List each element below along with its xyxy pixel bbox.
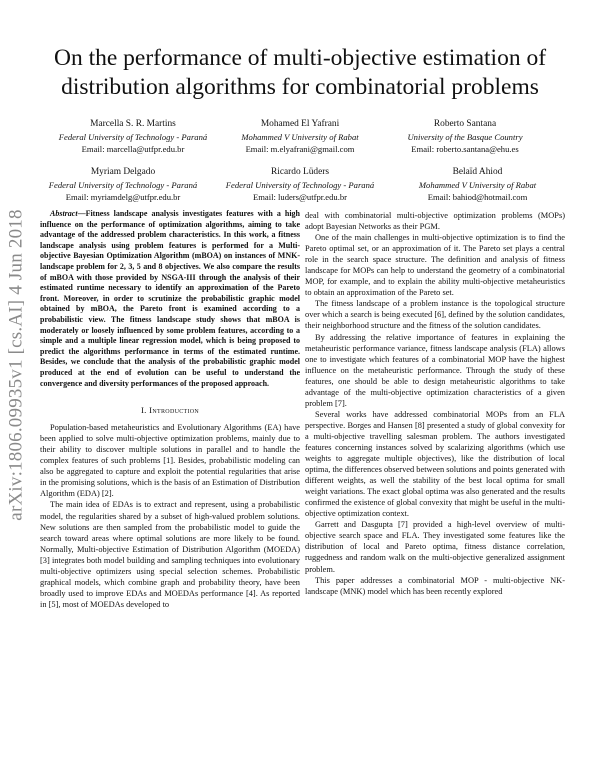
body-paragraph: The fitness landscape of a problem instance is the topological structure over which a search is being executed [6], defined by the solution candidates, their neighborhood structure and the fitness of the solution candidates. — [305, 299, 565, 331]
arxiv-stamp — [4, 200, 30, 530]
author-affiliation: Federal University of Technology - Paraná — [225, 180, 375, 190]
author-email: Email: m.elyafrani@gmail.com — [245, 144, 355, 154]
author-email: Email: luders@utfpr.edu.br — [252, 192, 348, 202]
author-email: Email: bahiod@hotmail.com — [427, 192, 528, 202]
arxiv-id: arXiv:1806.09935v1 [cs.AI] 4 Jun 2018 — [6, 209, 27, 521]
left-column — [40, 209, 300, 610]
author-name: Myriam Delgado — [90, 167, 156, 177]
abstract-label: Abstract — [50, 209, 78, 218]
author-name: Belaïd Ahiod — [452, 167, 503, 177]
author-block — [38, 166, 208, 203]
abstract-text: —Fitness landscape analysis investigates features with a high influence on the performance of optimization algorithms, aiming to take advantage of the addressed problem characteristics. In this work, a fitness landscape analysis using problem features is performed for a Multi-objective Bayesian Optimization Algorithm (mBOA) on instances of MNK-landscape problem for 2, 3, 5 and 8 objectives. We also compare the results of mBOA with those provided by NSGA-III through the analysis of their estimated runtime necessary to identify an approximation of the Pareto front. Moreover, in order to scrutinize the probabilistic graphic model obtained by mBOA, the Pareto front is examined according to a probabilistic view. The fitness landscape study shows that mBOA is moderately or loosely influenced by some problem features, according to a simple and a multiple linear regression model, which is being proposed to predict the algorithms performance in terms of the estimated runtime. Besides, we conclude that the analysis of the probabilistic graphic model produced at the end of evolution can be useful to understand the convergence and diversity performances of the proposed approach. — [40, 209, 300, 388]
author-block — [395, 166, 560, 203]
body-paragraph: One of the main challenges in multi-objective optimization is to find the Pareto optimal set, or an approximation of it. The Pareto set plays a central role in the search space structure. The definition and analysis of fitness landscape for MOPs can help to understand the geometry of a combinatorial MOP, for example, and to explain the ability multi-objective metaheuristics to obtain an approximation of the Pareto set. — [305, 233, 565, 298]
author-affiliation: Federal University of Technology - Paraná — [58, 132, 208, 142]
author-name: Mohamed El Yafrani — [260, 119, 340, 129]
author-block — [390, 118, 540, 155]
author-name: Marcella S. R. Martins — [90, 119, 176, 129]
author-affiliation: University of the Basque Country — [407, 132, 523, 142]
body-paragraph: Population-based metaheuristics and Evolutionary Algorithms (EA) have been applied to solve multi-objective optimization problems, mainly due to their ability to discover multiple solutions in parallel and to handle the complex features of such problems [1]. Besides, probabilistic modeling can also be aggregated to capture and exploit the potential regularities that arise in the promising solutions, which is the basis of an Estimation of Distribution Algorithm (EDA) [2]. — [40, 423, 300, 499]
body-paragraph: Garrett and Dasgupta [7] provided a high-level overview of multi-objective search space and FLA. They investigated some features like the distribution of local and Pareto optima, fitness distance correlation, ruggedness and random walk on the multi-objective generalized assignment problem. — [305, 520, 565, 574]
author-email: Email: marcella@utfpr.edu.br — [81, 144, 185, 154]
paper-title: On the performance of multi-objective estimation of distribution algorithms for combinatorial problems — [53, 45, 547, 100]
author-affiliation: Mohammed V University of Rabat — [241, 132, 359, 142]
section-heading: I. Introduction — [140, 405, 200, 416]
author-email: Email: myriamdelg@utfpr.edu.br — [65, 192, 181, 202]
body-paragraph: This paper addresses a combinatorial MOP - multi-objective NK-landscape (MNK) model which has been recently explored — [305, 575, 565, 596]
body-paragraph: Several works have addressed combinatorial MOPs from an FLA perspective. Borges and Hansen [8] presented a study of global convexity for a multi-objective travelling salesman problem. The authors investigated features concerning instances solved by scalarizing algorithms (which use weights to aggregate multiple objectives), like the distribution of local optima, the differences observed between solutions and points generated with different weights, as well the stability of the best local optima for small weight variations. The exact global optima was also generated and the results confirmed the existence of global convexity that might be useful in the multi-objective optimization context. — [305, 409, 565, 519]
abstract — [40, 209, 300, 389]
right-column — [305, 210, 565, 597]
author-affiliation: Mohammed V University of Rabat — [418, 180, 537, 190]
body-paragraph: The main idea of EDAs is to extract and represent, using a probabilistic model, the regularities shared by a subset of high-valued problem solutions. New solutions are then sampled from the probabilistic model to guide the search toward areas where optimal solutions are more likely to be found. Normally, Multi-objective Estimation of Distribution Algorithm (MOEDA) [3] integrates both model building and sampling techniques into evolutionary multi-objective optimizers using special selection schemes. Probabilistic graphical models, which combine graph and probability theory, have been broadly used to improve EDAs and MOEDAs performance [4]. As reported in [5], most of MOEDAs developed to — [40, 500, 300, 609]
author-block — [215, 166, 385, 203]
body-paragraph: deal with combinatorial multi-objective optimization problems (MOPs) adopt Bayesian Networks as their PGM. — [305, 211, 565, 232]
author-name: Ricardo Lüders — [270, 167, 330, 177]
author-email: Email: roberto.santana@ehu.es — [411, 144, 519, 154]
author-affiliation: Federal University of Technology - Paraná — [48, 180, 198, 190]
author-name: Roberto Santana — [433, 119, 497, 129]
author-block — [225, 118, 375, 155]
body-paragraph: By addressing the relative importance of features in explaining the metaheuristic performance variance, fitness landscape analysis (FLA) allows one to investigate which features of a combinatorial MOP have the highest influence on the metaheuristic performance. Through the study of these features, one should be able to design metaheuristic algorithms to take advantage of the multi-objective optimization characteristics of a given problem [7]. — [305, 332, 565, 408]
author-block — [58, 118, 208, 155]
